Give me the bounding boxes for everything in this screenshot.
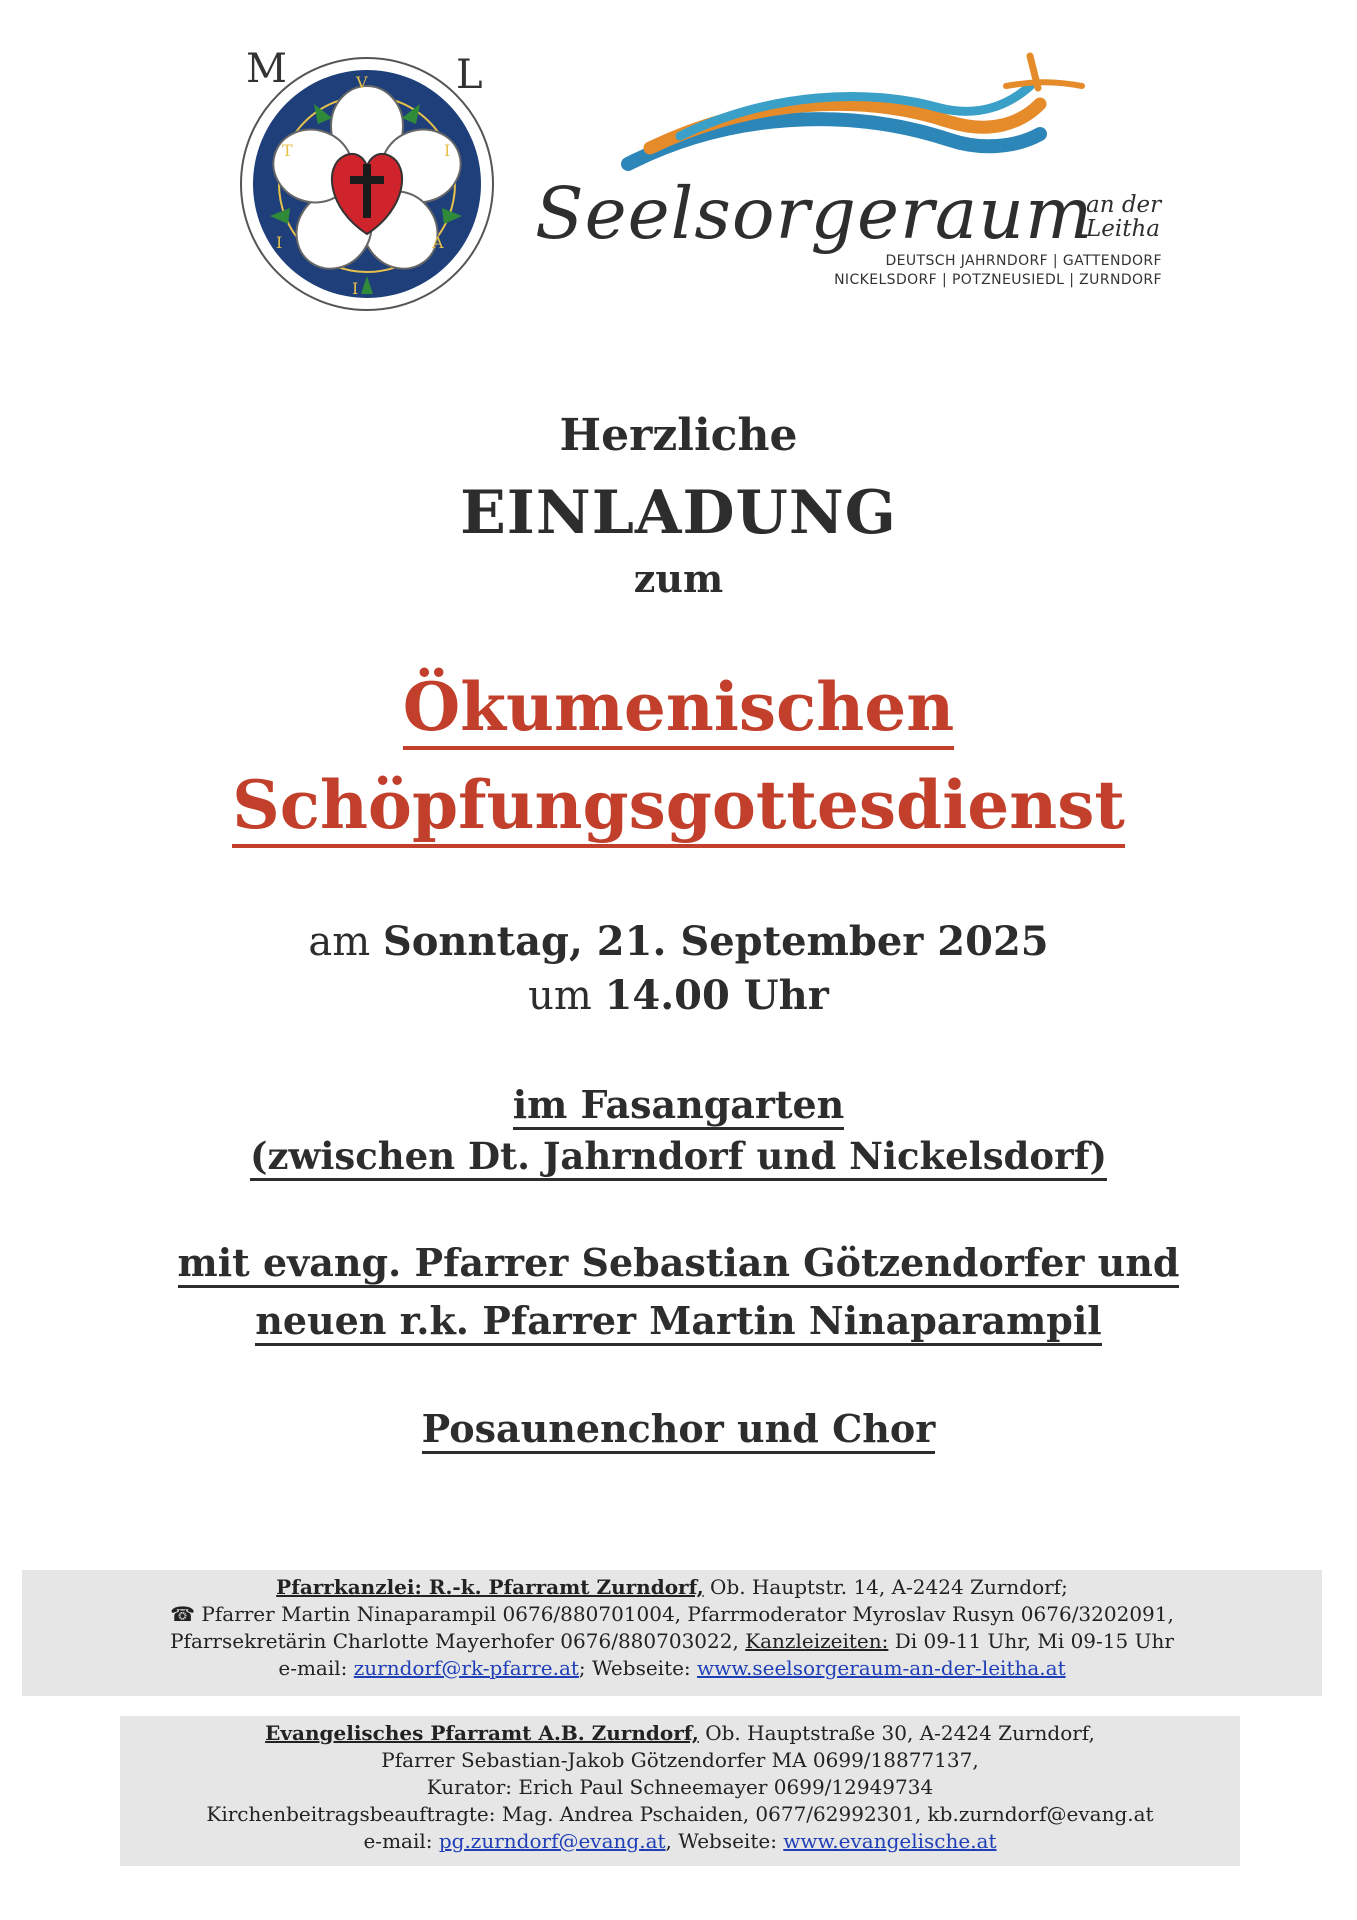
rk-office-hours-label: Kanzleizeiten: <box>745 1629 889 1653</box>
seal-letter-l: L <box>456 52 483 98</box>
event-date-prefix: am <box>308 919 371 965</box>
rk-heading: Pfarrkanzlei: R.-k. Pfarramt Zurndorf, <box>276 1575 704 1599</box>
logo-subtitle <box>1086 193 1161 241</box>
invitation-line-1: Herzliche <box>559 410 798 461</box>
rk-secretary: Pfarrsekretärin Charlotte Mayerhofer 0676/880703022, <box>170 1629 746 1653</box>
event-music-text: Posaunenchor und Chor <box>422 1406 936 1454</box>
ev-line-2: Pfarrer Sebastian-Jakob Götzendorfer MA 0699/18877137, <box>381 1748 979 1772</box>
ev-line-4: Kirchenbeitragsbeauftragte: Mag. Andrea Pschaiden, 0677/62992301, kb.zurndorf@evang.at <box>206 1802 1154 1826</box>
svg-text:A: A <box>432 233 444 252</box>
event-time-prefix: um <box>528 973 592 1019</box>
rk-phone-line: Pfarrer Martin Ninaparampil 0676/880701004, Pfarrmoderator Myroslav Rusyn 0676/3202091, <box>195 1602 1174 1626</box>
event-place-detail <box>0 1134 1357 1178</box>
event-title-1-text: Ökumenischen <box>403 668 954 750</box>
rk-parish-info-box <box>22 1570 1322 1696</box>
event-place-text: im Fasangarten <box>513 1082 845 1130</box>
ev-line-3: Kurator: Erich Paul Schneemayer 0699/12949734 <box>426 1775 934 1799</box>
event-clergy-2-text: neuen r.k. Pfarrer Martin Ninaparampil <box>255 1298 1101 1346</box>
ev-web-label: , Webseite: <box>665 1829 784 1853</box>
event-title-line-2 <box>0 766 1357 844</box>
event-time <box>0 972 1357 1019</box>
invitation-heading: EINLADUNG <box>460 478 897 548</box>
luther-rose-logo <box>232 48 502 320</box>
svg-text:V: V <box>356 73 368 92</box>
rk-web-label: ; Webseite: <box>578 1656 698 1680</box>
ev-address: Ob. Hauptstraße 30, A-2424 Zurndorf, <box>698 1721 1095 1745</box>
logo-towns-line-2: NICKELSDORF | POTZNEUSIEDL | ZURNDORF <box>834 272 1162 288</box>
event-title-line-1 <box>0 668 1357 746</box>
svg-text:T: T <box>282 141 293 160</box>
ev-heading: Evangelisches Pfarramt A.B. Zurndorf, <box>265 1721 699 1745</box>
event-place-detail-text: (zwischen Dt. Jahrndorf und Nickelsdorf) <box>250 1134 1107 1181</box>
event-clergy-1-text: mit evang. Pfarrer Sebastian Götzendorfer und <box>178 1240 1180 1288</box>
rk-line-4 <box>22 1655 1322 1682</box>
rk-address: Ob. Hauptstr. 14, A-2424 Zurndorf; <box>703 1575 1068 1599</box>
event-title-2-text: Schöpfungsgottesdienst <box>232 766 1125 848</box>
rk-line-3 <box>22 1628 1322 1655</box>
event-date <box>0 918 1357 965</box>
event-music <box>0 1406 1357 1451</box>
wave-logo-graphic <box>620 52 1090 182</box>
event-clergy-line-1 <box>0 1240 1357 1285</box>
event-place <box>0 1082 1357 1127</box>
svg-text:I: I <box>352 279 359 298</box>
seal-letter-m: M <box>246 46 287 92</box>
ev-email-link[interactable]: pg.zurndorf@evang.at <box>438 1829 666 1853</box>
event-clergy-line-2 <box>0 1298 1357 1343</box>
ev-email-label: e-mail: <box>363 1829 439 1853</box>
svg-text:I: I <box>276 233 283 252</box>
logo-subtitle-line-1: an der <box>1086 192 1162 218</box>
rk-email-link[interactable]: zurndorf@rk-pfarre.at <box>353 1656 579 1680</box>
event-date-value: Sonntag, 21. September 2025 <box>382 918 1049 965</box>
ev-line-5 <box>120 1828 1240 1855</box>
invitation-line-3: zum <box>633 556 724 601</box>
phone-icon: ☎ <box>170 1602 196 1626</box>
rk-line-1 <box>22 1574 1322 1601</box>
logo-wordmark: Seelsorgeraum <box>535 172 1094 255</box>
logo-towns <box>834 252 1162 290</box>
rk-email-label: e-mail: <box>278 1656 354 1680</box>
ev-website-link[interactable]: www.evangelische.at <box>783 1829 997 1853</box>
logo-subtitle-line-2: Leitha <box>1086 216 1161 242</box>
svg-text:I: I <box>444 141 451 160</box>
event-time-value: 14.00 Uhr <box>604 972 829 1019</box>
ev-parish-info-box <box>120 1716 1240 1866</box>
rk-office-hours: Di 09-11 Uhr, Mi 09-15 Uhr <box>888 1629 1174 1653</box>
ev-line-1 <box>120 1720 1240 1747</box>
logo-towns-line-1: DEUTSCH JAHRNDORF | GATTENDORF <box>885 253 1162 269</box>
rk-line-2 <box>22 1601 1322 1628</box>
rk-website-link[interactable]: www.seelsorgeraum-an-der-leitha.at <box>697 1656 1066 1680</box>
